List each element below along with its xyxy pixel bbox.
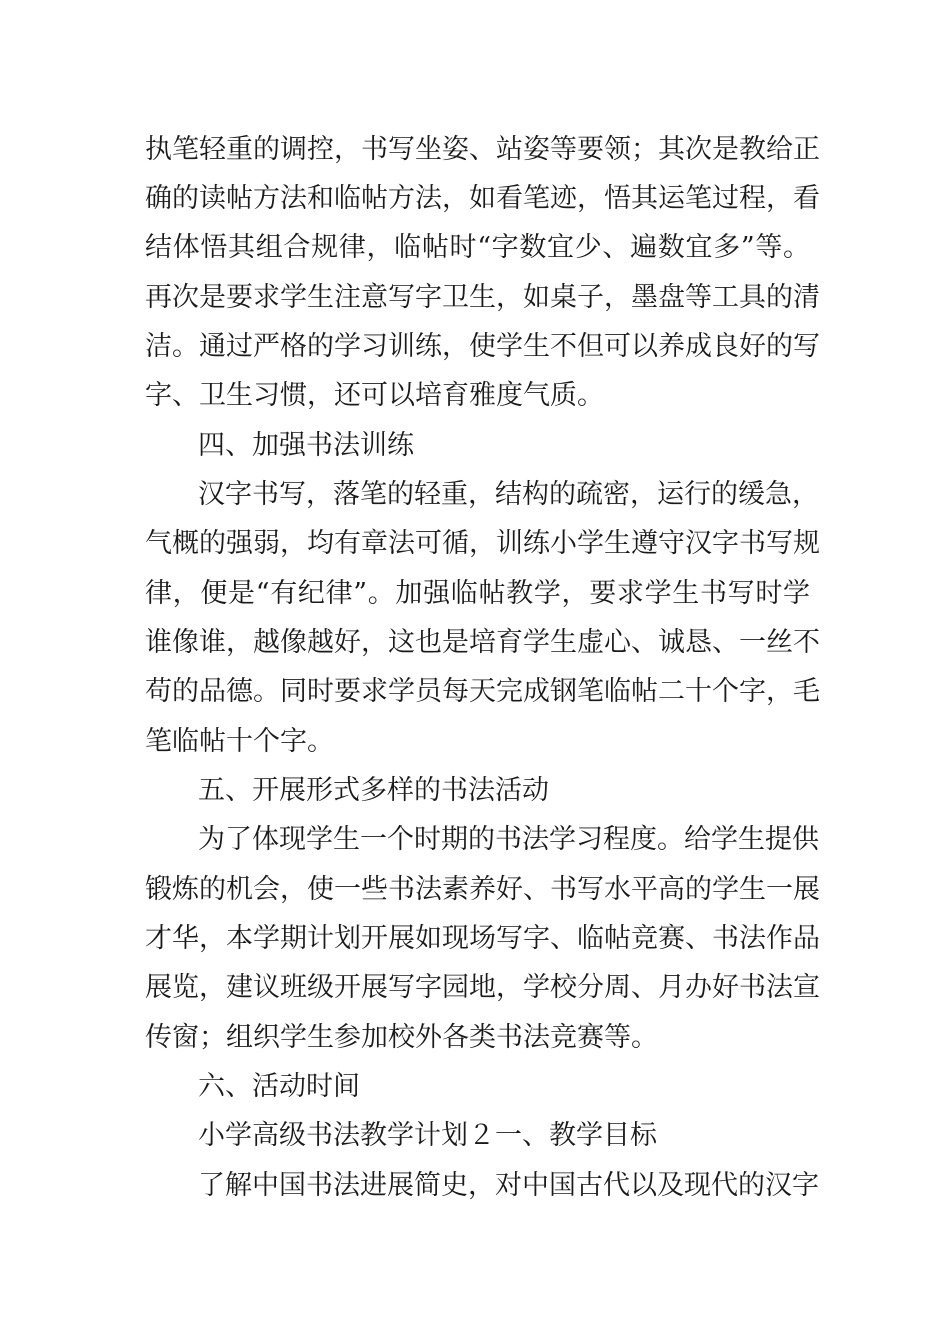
paragraph-line: 确的读帖方法和临帖方法，如看笔迹，悟其运笔过程，看 — [145, 183, 820, 214]
paragraph-line: 结体悟其组合规律，临帖时“字数宜少、遍数宜多”等。 — [145, 232, 810, 263]
paragraph-line: 律，便是“有纪律”。加强临帖教学，要求学生书写时学 — [145, 578, 810, 609]
paragraph-line: 才华，本学期计划开展如现场写字、临帖竞赛、书法作品 — [145, 923, 820, 954]
section-heading: 四、加强书法训练 — [198, 430, 414, 461]
paragraph-line: 汉字书写，落笔的轻重，结构的疏密，运行的缓急， — [198, 479, 819, 510]
paragraph-line: 了解中国书法进展简史，对中国古代以及现代的汉字 — [198, 1170, 819, 1201]
paragraph-line: 为了体现学生一个时期的书法学习程度。给学生提供 — [198, 824, 819, 855]
paragraph-line: 字、卫生习惯，还可以培育雅度气质。 — [145, 380, 604, 411]
paragraph-line: 笔临帖十个字。 — [145, 726, 334, 757]
section-heading: 六、活动时间 — [198, 1071, 360, 1102]
paragraph-line: 谁像谁，越像越好，这也是培育学生虚心、诚恳、一丝不 — [145, 627, 820, 658]
section-heading: 五、开展形式多样的书法活动 — [198, 775, 549, 806]
paragraph-line: 洁。通过严格的学习训练，使学生不但可以养成良好的写 — [145, 331, 820, 362]
paragraph-line: 执笔轻重的调控，书写坐姿、站姿等要领；其次是教给正 — [145, 134, 820, 165]
paragraph-line: 传窗；组织学生参加校外各类书法竞赛等。 — [145, 1022, 658, 1053]
paragraph-line: 气概的强弱，均有章法可循，训练小学生遵守汉字书写规 — [145, 528, 820, 559]
paragraph-line: 锻炼的机会，使一些书法素养好、书写水平高的学生一展 — [145, 874, 820, 905]
paragraph-line: 苟的品德。同时要求学员每天完成钢笔临帖二十个字，毛 — [145, 676, 820, 707]
paragraph-line: 再次是要求学生注意写字卫生，如桌子，墨盘等工具的清 — [145, 282, 820, 313]
section-heading: 小学高级书法教学计划２一、教学目标 — [198, 1120, 657, 1151]
paragraph-line: 展览，建议班级开展写字园地，学校分周、月办好书法宣 — [145, 972, 820, 1003]
